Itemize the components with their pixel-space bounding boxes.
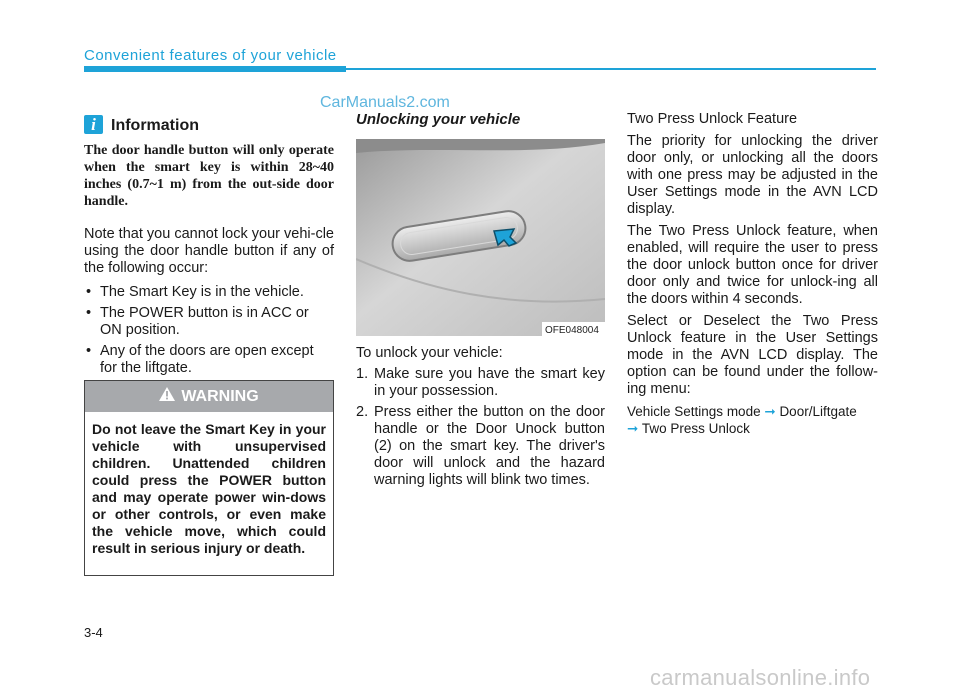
- menu-item: Vehicle Settings mode: [627, 404, 761, 419]
- menu-item: Two Press Unlock: [641, 421, 750, 436]
- list-item: • The POWER button is in ACC or ON position.: [84, 305, 334, 339]
- unlocking-body: [356, 345, 605, 493]
- menu-path: [627, 403, 878, 437]
- list-item: [356, 366, 605, 400]
- warning-label: WARNING: [181, 388, 259, 405]
- info-note: Note that you cannot lock your vehi-cle using the door handle button if any of the following occur:: [84, 226, 334, 276]
- unlocking-title: Unlocking your vehicle: [356, 111, 521, 128]
- step-text: Make sure you have the smart key in your possession.: [374, 366, 605, 399]
- warning-text: Do not leave the Smart Key in your vehicle with unsupervised children. Unattended children could press the POWER button and may operate power win-dows or other controls, or even make the vehicle move, which could result in serious injury or death.: [92, 421, 326, 556]
- step-number: 1.: [356, 366, 369, 382]
- info-title: Information: [111, 117, 199, 134]
- list-item: • Any of the doors are open except for the liftgate.: [84, 343, 334, 377]
- image-code: OFE048004: [545, 325, 599, 336]
- info-icon: i: [84, 115, 103, 134]
- two-press-paragraph: The priority for unlocking the driver door only, or unlocking all the doors with one press may be adjusted in the User Settings mode in the AVN LCD display.: [627, 133, 878, 217]
- info-bold-note: The door handle button will only operate when the smart key is within 28~40 inches (0.7~1 m) from the out-side door handle.: [84, 143, 334, 209]
- unlocking-intro: To unlock your vehicle:: [356, 345, 503, 361]
- two-press-paragraph: The Two Press Unlock feature, when enabled, will require the user to press the door unlock button once for driver door only and twice for unlock-ing all the doors within 4 seconds.: [627, 223, 878, 307]
- warning-triangle-icon: [159, 381, 175, 412]
- list-item: • The Smart Key is in the vehicle.: [84, 284, 334, 301]
- info-body: [84, 226, 334, 381]
- page-number: 3-4: [84, 625, 103, 640]
- arrow-right-icon: ➞: [627, 421, 639, 436]
- two-press-paragraph: Select or Deselect the Two Press Unlock feature in the User Settings mode in the AVN LCD display. The option can be found under the follow-ing menu:: [627, 313, 878, 397]
- section-header: Convenient features of your vehicle: [84, 47, 337, 64]
- step-text: Press either the button on the door handle or the Door Unock button (2) on the smart key. The driver's door will unlock and the hazard warning lights will blink two times.: [374, 404, 605, 488]
- menu-item: Door/Liftgate: [779, 404, 857, 419]
- header-accent-bar: [84, 66, 346, 72]
- door-handle-illustration: [356, 139, 605, 336]
- watermark-link[interactable]: CarManuals2.com: [320, 94, 450, 111]
- warning-header: [85, 381, 333, 412]
- warning-box: [84, 380, 334, 576]
- arrow-right-icon: ➞: [764, 404, 776, 419]
- list-item: [356, 404, 605, 489]
- two-press-title: Two Press Unlock Feature: [627, 111, 798, 127]
- two-press-section: [627, 111, 878, 437]
- header-rule: [346, 68, 876, 70]
- footer-watermark: carmanualsonline.info: [650, 665, 871, 690]
- step-number: 2.: [356, 404, 369, 420]
